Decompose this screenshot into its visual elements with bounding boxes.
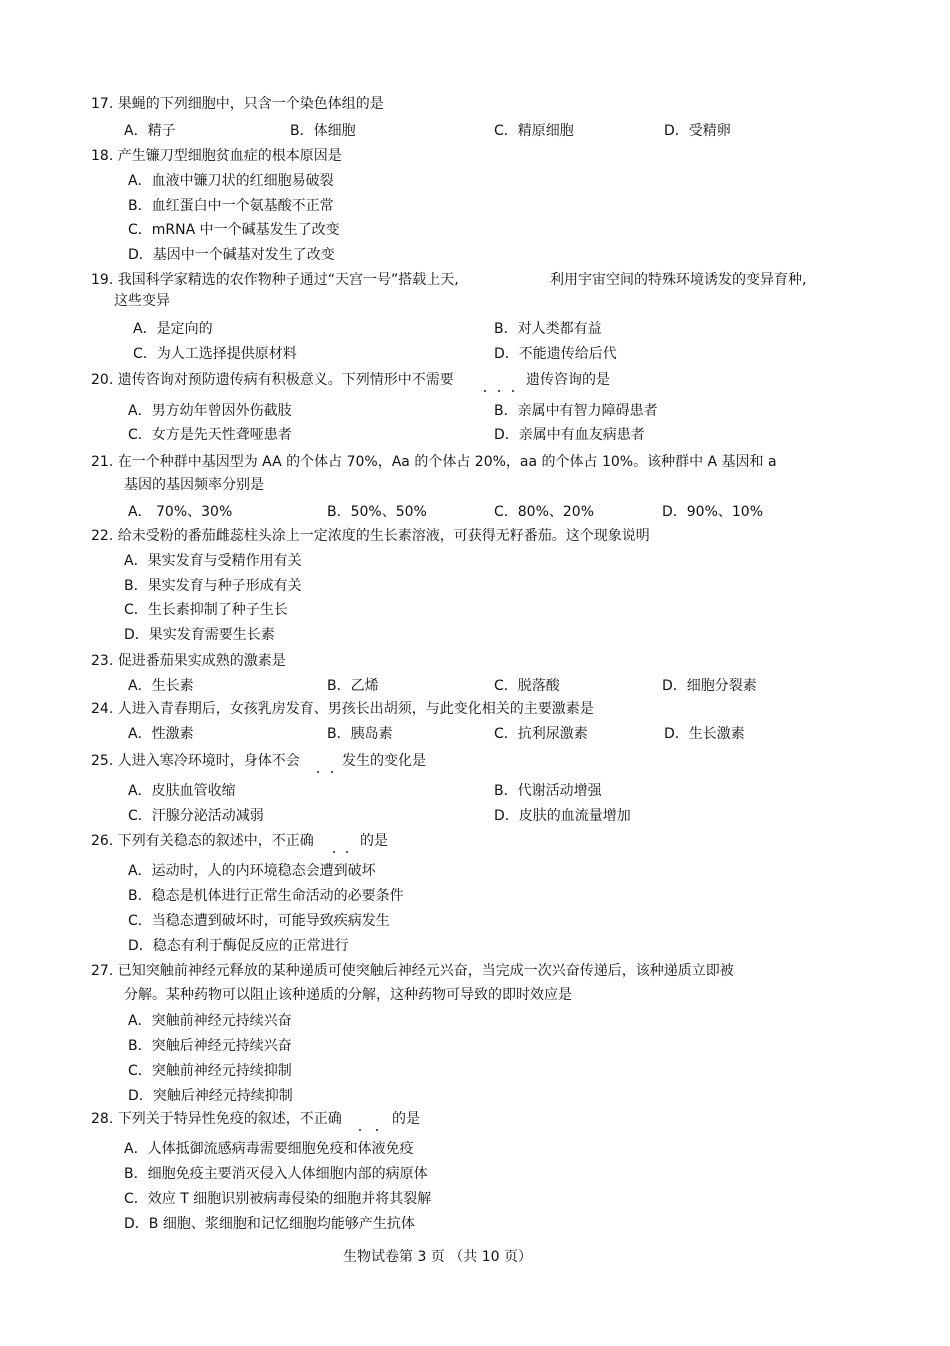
emphasis-dot (376, 1129, 378, 1131)
q27-option-c: C．突触前神经元持续抑制 (128, 1063, 292, 1079)
q25-option-b: B．代谢活动增强 (494, 783, 602, 799)
q19-option-c: C．为人工选择提供原材料 (133, 346, 297, 362)
emphasis-dot (359, 1129, 361, 1131)
emphasis-dot (331, 771, 333, 773)
q19-option-d: D．不能遗传给后代 (494, 346, 617, 362)
q24-option-c: C．抗利尿激素 (494, 726, 588, 742)
q25-option-d: D．皮肤的血流量增加 (494, 808, 631, 824)
q21-option-b: B．50%、50% (327, 504, 427, 520)
q22-option-c: C．生长素抑制了种子生长 (124, 602, 288, 618)
q26-stem-part2: 的是 (360, 833, 388, 849)
q28-stem-part1: 28. 下列关于特异性免疫的叙述，不正确 (91, 1111, 342, 1127)
q27-option-b: B．突触后神经元持续兴奋 (128, 1038, 292, 1054)
q28-option-c: C．效应 T 细胞识别被病毒侵染的细胞并将其裂解 (124, 1191, 432, 1207)
q18-option-c: C．mRNA 中一个碱基发生了改变 (128, 222, 340, 238)
page-footer: 生物试卷第 3 页 （共 10 页） (343, 1249, 532, 1265)
q26-option-a: A．运动时，人的内环境稳态会遭到破坏 (128, 863, 376, 879)
emphasis-dot (333, 851, 335, 853)
q22-stem: 22. 给未受粉的番茄雌蕊柱头涂上一定浓度的生长素溶液，可获得无籽番茄。这个现象说明 (91, 528, 650, 544)
q24-option-a: A．性激素 (128, 726, 194, 742)
q20-stem-part2: 遗传咨询的是 (526, 372, 610, 388)
q17-option-b: B．体细胞 (290, 123, 356, 139)
q22-option-a: A．果实发育与受精作用有关 (124, 553, 302, 569)
q28-stem-part2: 的是 (392, 1111, 420, 1127)
q20-option-a: A．男方幼年曾因外伤截肢 (128, 403, 292, 419)
q21-option-a: A． 70%、30% (128, 504, 233, 520)
emphasis-dot (512, 390, 514, 392)
q20-option-b: B．亲属中有智力障碍患者 (494, 403, 658, 419)
q27-stem-line1: 27. 已知突触前神经元释放的某种递质可使突触后神经元兴奋，当完成一次兴奋传递后，该种递质立即被 (91, 963, 734, 979)
q17-option-d: D．受精卵 (664, 123, 731, 139)
q17-option-c: C．精原细胞 (494, 123, 574, 139)
q26-option-c: C．当稳态遭到破坏时，可能导致疾病发生 (128, 913, 390, 929)
q18-option-b: B．血红蛋白中一个氨基酸不正常 (128, 198, 334, 214)
q22-option-d: D．果实发育需要生长素 (124, 627, 275, 643)
q28-option-d: D．B 细胞、浆细胞和记忆细胞均能够产生抗体 (124, 1216, 415, 1232)
q25-stem-part2: 发生的变化是 (342, 753, 426, 769)
q25-stem-part1: 25. 人进入寒冷环境时，身体不会 (91, 753, 300, 769)
q21-option-d: D．90%、10% (662, 504, 764, 520)
q24-option-d: D．生长激素 (664, 726, 745, 742)
q26-option-d: D．稳态有利于酶促反应的正常进行 (128, 938, 349, 954)
q26-stem-part1: 26. 下列有关稳态的叙述中，不正确 (91, 833, 314, 849)
q22-option-b: B．果实发育与种子形成有关 (124, 578, 302, 594)
q20-option-c: C．女方是先天性聋哑患者 (128, 427, 292, 443)
q27-option-d: D．突触后神经元持续抑制 (128, 1088, 293, 1104)
emphasis-dot (484, 390, 486, 392)
q28-option-a: A．人体抵御流感病毒需要细胞免疫和体液免疫 (124, 1141, 414, 1157)
q20-stem-part1: 20. 遗传咨询对预防遗传病有积极意义。下列情形中不需要 (91, 372, 454, 388)
q17-option-a: A．精子 (124, 123, 176, 139)
q18-option-d: D．基因中一个碱基对发生了改变 (128, 247, 335, 263)
q23-stem: 23. 促进番茄果实成熟的激素是 (91, 653, 286, 669)
q20-option-d: D．亲属中有血友病患者 (494, 427, 645, 443)
q23-option-b: B．乙烯 (327, 678, 379, 694)
q21-stem-line1: 21. 在一个种群中基因型为 AA 的个体占 70%，Aa 的个体占 20%，aa 的个体占 10%。该种群中 A 基因和 a (91, 454, 777, 470)
q24-option-b: B．胰岛素 (327, 726, 393, 742)
q18-option-a: A．血液中镰刀状的红细胞易破裂 (128, 173, 334, 189)
q18-stem: 18. 产生镰刀型细胞贫血症的根本原因是 (91, 148, 342, 164)
q25-option-a: A．皮肤血管收缩 (128, 783, 236, 799)
q26-option-b: B．稳态是机体进行正常生命活动的必要条件 (128, 888, 404, 904)
q27-stem-line2: 分解。某种药物可以阻止该种递质的分解，这种药物可导致的即时效应是 (124, 987, 572, 1003)
q21-stem-line2: 基因的基因频率分别是 (124, 477, 264, 493)
q19-stem-part2: 利用宇宙空间的特殊环境诱发的变异育种, (550, 272, 807, 288)
q19-stem-line2: 这些变异 (114, 293, 170, 309)
q19-stem-part1: 19. 我国科学家精选的农作物种子通过“天宫一号”搭载上天, (91, 272, 459, 288)
q23-option-a: A．生长素 (128, 678, 194, 694)
q28-option-b: B．细胞免疫主要消灭侵入人体细胞内部的病原体 (124, 1166, 428, 1182)
emphasis-dot (317, 771, 319, 773)
q25-option-c: C．汗腺分泌活动减弱 (128, 808, 264, 824)
q23-option-d: D．细胞分裂素 (662, 678, 757, 694)
q19-option-b: B．对人类都有益 (494, 321, 602, 337)
q23-option-c: C．脱落酸 (494, 678, 560, 694)
q21-option-c: C．80%、20% (494, 504, 595, 520)
q17-stem: 17. 果蝇的下列细胞中，只含一个染色体组的是 (91, 96, 384, 112)
emphasis-dot (346, 851, 348, 853)
q19-option-a: A．是定向的 (133, 321, 213, 337)
q24-stem: 24. 人进入青春期后，女孩乳房发育、男孩长出胡须，与此变化相关的主要激素是 (91, 701, 594, 717)
q27-option-a: A．突触前神经元持续兴奋 (128, 1013, 292, 1029)
emphasis-dot (498, 390, 500, 392)
